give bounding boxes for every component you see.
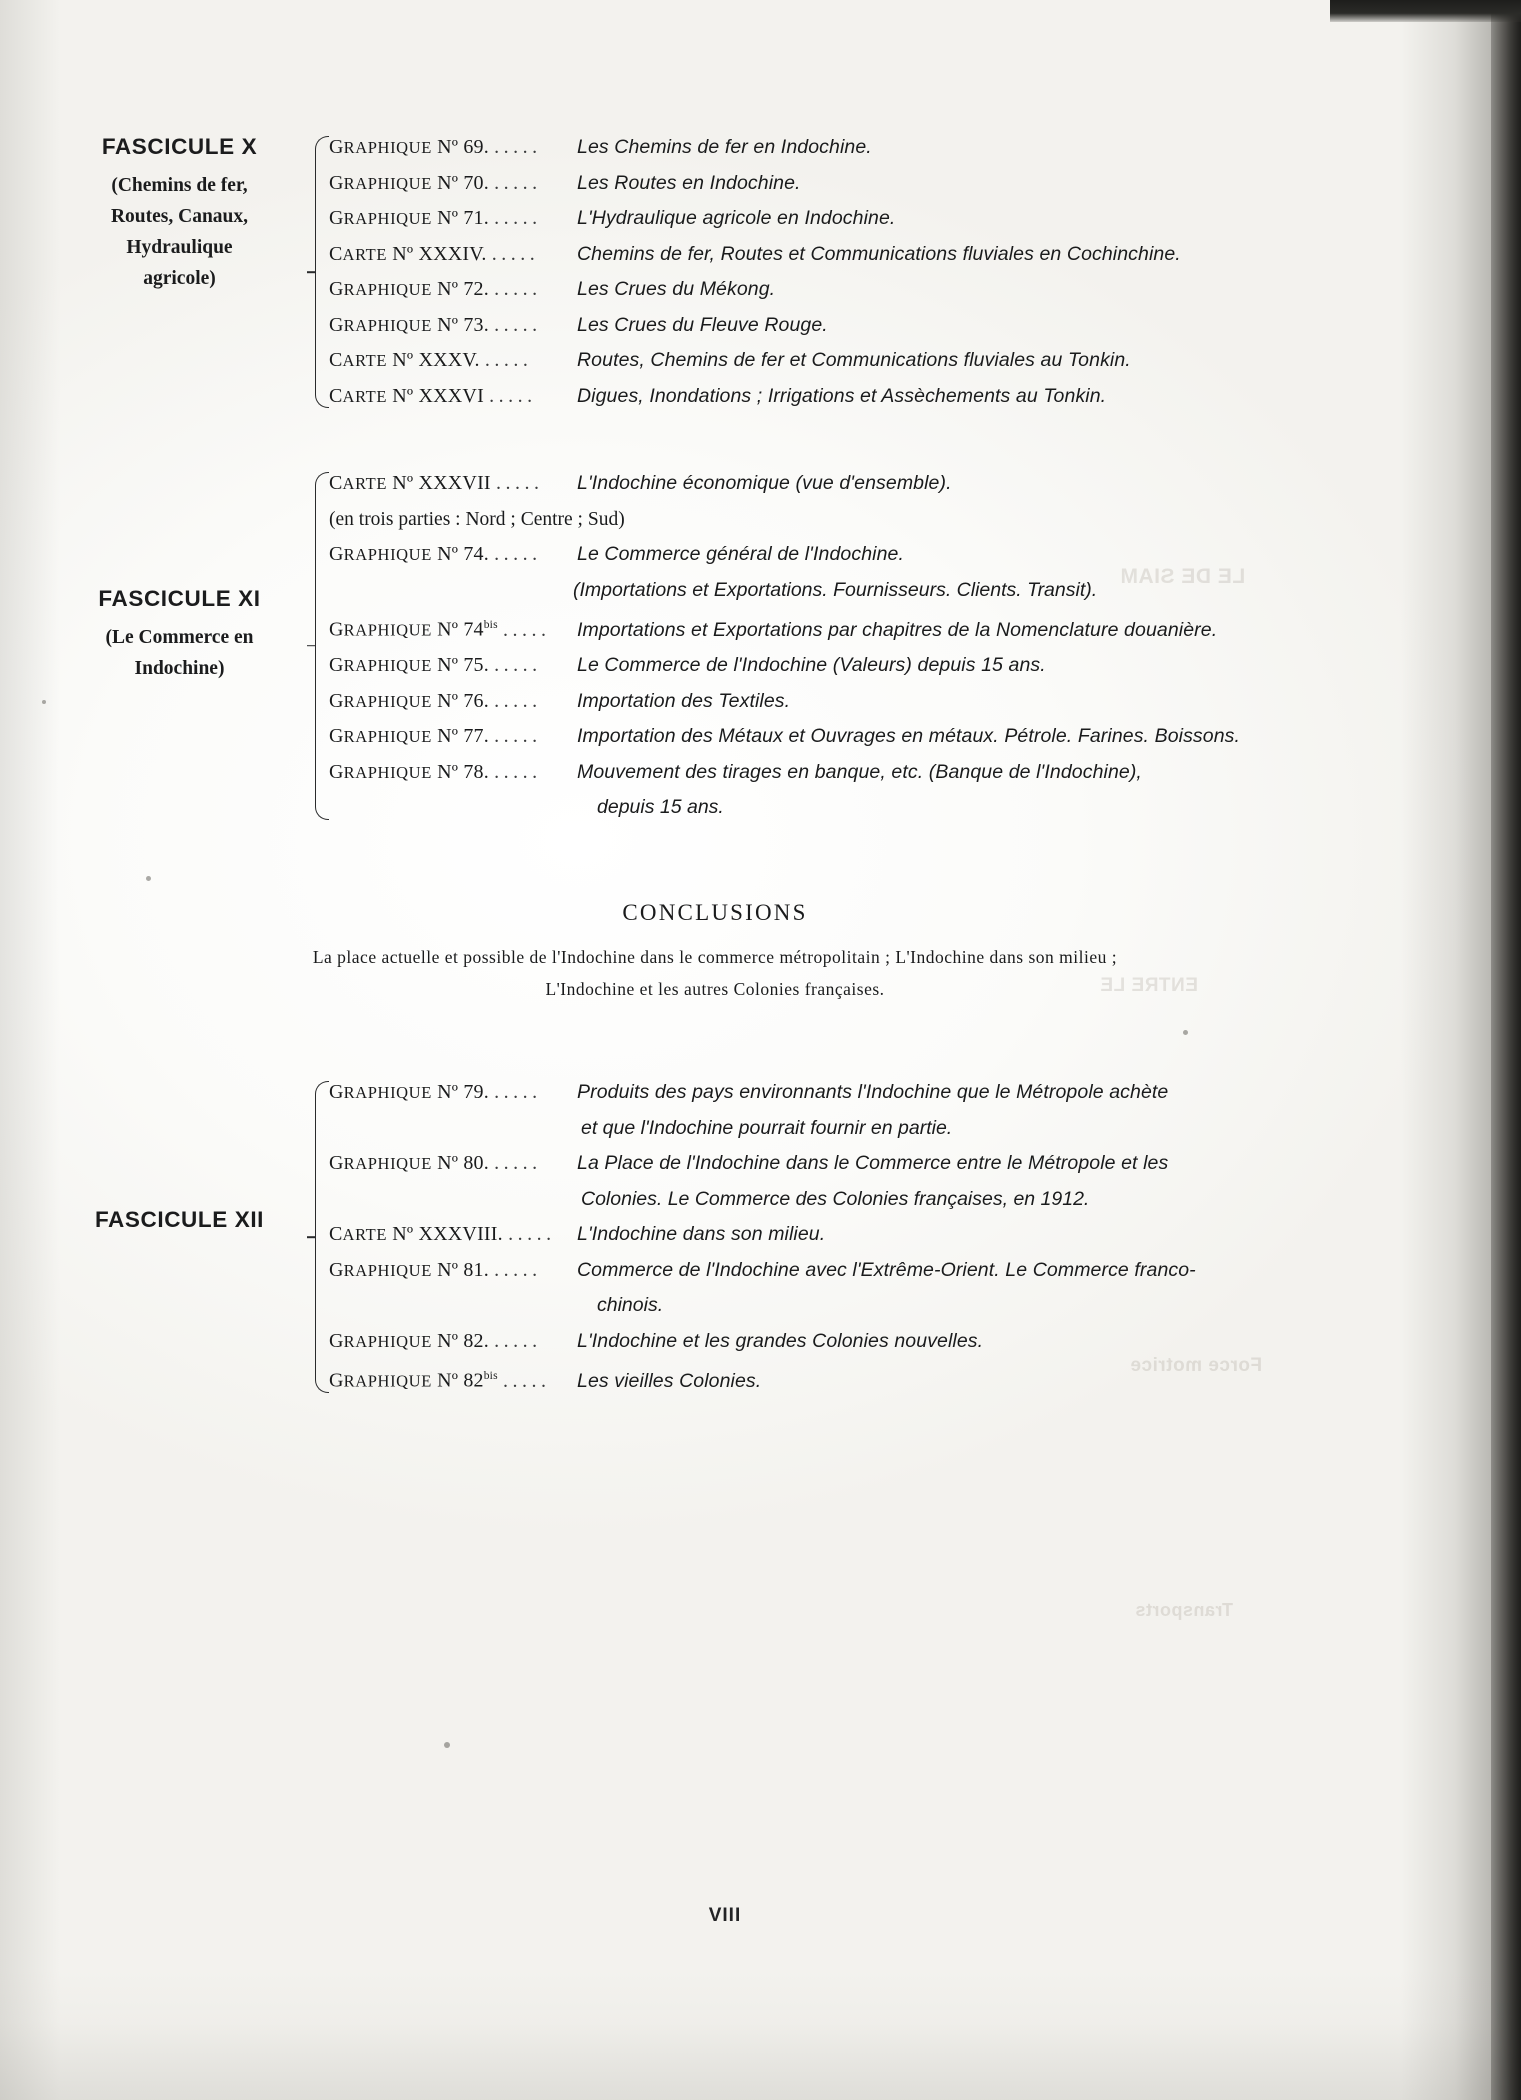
entry-reference: GRAPHIQUE Nº 77. ..... [329, 725, 542, 748]
entry-description: Mouvement des tirages en banque, etc. (Banque de l'Indochine), [577, 760, 1142, 783]
toc-entry[interactable] [329, 237, 1382, 273]
toc-entry[interactable] [329, 537, 1452, 573]
entry-continuation-line: et que l'Indochine pourrait fournir en partie. [581, 1116, 953, 1139]
toc-entry[interactable] [329, 1324, 1472, 1360]
fascicule-x-subtitle-line-4: agricole) [143, 268, 216, 289]
entry-description: Le Commerce général de l'Indochine. [577, 543, 904, 565]
toc-entry[interactable] [329, 343, 1382, 379]
entry-description: Le Commerce de l'Indochine (Valeurs) depuis 15 ans. [577, 654, 1046, 677]
entry-reference: GRAPHIQUE Nº 76. ..... [329, 689, 542, 712]
fascicule-xii-entries [329, 1075, 1472, 1399]
toc-entry[interactable] [329, 201, 1382, 237]
entry-reference: GRAPHIQUE Nº 69. ..... [329, 136, 542, 158]
fascicule-xi-subtitle-line-2: Indochine) [134, 658, 225, 679]
entry-reference: GRAPHIQUE Nº 70. ..... [329, 171, 542, 194]
entry-continuation-line: chinois. [597, 1294, 664, 1316]
conclusions-title: CONCLUSIONS [622, 900, 808, 925]
entry-description: Les Crues du Mékong. [577, 278, 776, 300]
toc-entry[interactable] [329, 755, 1452, 791]
entry-continuation-line: (Importations et Exportations. Fournisseurs. Clients. Transit). [573, 578, 1098, 601]
fascicule-x-subtitle-line-3: Hydraulique [126, 237, 233, 258]
entry-description: Chemins de fer, Routes et Communications fluviales en Cochinchine. [577, 242, 1181, 265]
toc-entry[interactable] [329, 719, 1452, 755]
toc-entry[interactable] [329, 166, 1382, 202]
toc-entry[interactable] [329, 648, 1452, 684]
toc-entry[interactable] [329, 1253, 1472, 1289]
toc-entry[interactable] [329, 684, 1452, 720]
fascicule-xi-subtitle [52, 622, 307, 684]
entry-reference: GRAPHIQUE Nº 74. ..... [329, 543, 542, 565]
toc-entry[interactable] [329, 272, 1382, 308]
fascicule-x-subtitle [52, 170, 307, 294]
fascicule-x-subtitle-line-1: (Chemins de fer, [111, 175, 248, 196]
entry-reference: CARTE Nº XXXVII ..... [329, 472, 544, 494]
entry-description: Les Chemins de fer en Indochine. [577, 136, 872, 158]
entry-continuation-line: depuis 15 ans. [597, 796, 724, 819]
entry-reference: GRAPHIQUE Nº 81. ..... [329, 1258, 542, 1281]
bleed-through-text: Transports [1135, 1600, 1234, 1620]
conclusions-block [0, 900, 1430, 1000]
entry-description: Importation des Textiles. [577, 689, 791, 712]
entry-description: Produits des pays environnants l'Indochine que le Métropole achète [577, 1081, 1169, 1103]
toc-entry[interactable] [329, 466, 1452, 502]
toc-entry[interactable] [329, 1075, 1472, 1111]
toc-entry[interactable] [329, 608, 1452, 648]
fascicule-group-xi [52, 466, 1452, 826]
entry-reference: GRAPHIQUE Nº $82^{bis}$ ..... [329, 1369, 551, 1392]
brace-xi [307, 466, 329, 826]
fascicule-x-title: FASCICULE X [101, 134, 258, 159]
entry-description: L'Indochine dans son milieu. [577, 1223, 826, 1245]
fascicule-x-label [52, 130, 307, 414]
entry-reference: GRAPHIQUE Nº 82. ..... [329, 1329, 542, 1352]
toc-entry[interactable] [329, 130, 1382, 166]
entry-reference: CARTE Nº XXXVIII. ..... [329, 1223, 556, 1245]
entry-reference: CARTE Nº XXXV. ..... [329, 349, 533, 371]
toc-entry[interactable] [329, 308, 1382, 344]
fascicule-xii-title: FASCICULE XII [94, 1207, 265, 1232]
entry-description: L'Indochine et les grandes Colonies nouvelles. [577, 1329, 984, 1352]
page-number: VIII [708, 1905, 742, 1926]
entry-description: Les Crues du Fleuve Rouge. [577, 313, 828, 336]
entry-reference: GRAPHIQUE Nº 79. ..... [329, 1081, 542, 1103]
entry-description: L'Hydraulique agricole en Indochine. [577, 207, 896, 229]
entry-description: La Place de l'Indochine dans le Commerce entre le Métropole et les [577, 1152, 1169, 1174]
fascicule-xi-entries [329, 466, 1452, 826]
toc-entry[interactable] [329, 1217, 1472, 1253]
toc-entry[interactable] [329, 1146, 1472, 1182]
bleed-through-text: LE DE SIAM [1120, 565, 1246, 588]
entry-description: Digues, Inondations ; Irrigations et Assèchements au Tonkin. [577, 384, 1107, 407]
brace-x [307, 130, 329, 414]
entry-reference: CARTE Nº XXXIV. ..... [329, 242, 540, 265]
fascicule-group-x [52, 130, 1382, 414]
fascicule-x-subtitle-line-2: Routes, Canaux, [110, 206, 249, 227]
brace-xii [307, 1075, 329, 1399]
entry-reference: GRAPHIQUE Nº 71. ..... [329, 207, 542, 229]
entry-reference: CARTE Nº XXXVI ..... [329, 384, 537, 407]
entry-reference: GRAPHIQUE Nº 72. ..... [329, 278, 542, 300]
fascicule-xi-subtitle-line-1: (Le Commerce en [105, 627, 254, 648]
bleed-through-text: Force motrice [1130, 1355, 1263, 1376]
entry-description: Les vieilles Colonies. [577, 1369, 762, 1392]
fascicule-xi-label [52, 466, 307, 826]
toc-entry[interactable] [329, 1359, 1472, 1399]
entry-reference: GRAPHIQUE Nº 75. ..... [329, 654, 542, 677]
fascicule-x-entries [329, 130, 1382, 414]
entry-description: Commerce de l'Indochine avec l'Extrême-Orient. Le Commerce franco- [577, 1258, 1196, 1281]
entry-description: Importations et Exportations par chapitres de la Nomenclature douanière. [577, 618, 1218, 641]
entry-description: L'Indochine économique (vue d'ensemble). [577, 472, 952, 494]
toc-entry[interactable] [329, 379, 1382, 415]
entry-reference: GRAPHIQUE Nº 78. ..... [329, 760, 542, 783]
entry-description: Les Routes en Indochine. [577, 171, 801, 194]
entry-reference: GRAPHIQUE Nº 73. ..... [329, 313, 542, 336]
fascicule-xi-title: FASCICULE XI [98, 586, 261, 611]
entry-reference: GRAPHIQUE Nº $74^{bis}$ ..... [329, 618, 551, 641]
entry-note-line: (en trois parties : Nord ; Centre ; Sud) [329, 508, 625, 530]
entry-reference: GRAPHIQUE Nº 80. ..... [329, 1152, 542, 1174]
conclusions-line-2: L'Indochine et les autres Colonies françaises. [545, 979, 885, 999]
entry-description: Importation des Métaux et Ouvrages en métaux. Pétrole. Farines. Boissons. [577, 725, 1241, 748]
conclusions-line-1: La place actuelle et possible de l'Indochine dans le commerce métropolitain ; L'Indochine dans son milieu ; [312, 947, 1118, 967]
bleed-through-text: ENTRE LE [1100, 975, 1198, 996]
entry-description: Routes, Chemins de fer et Communications fluviales au Tonkin. [577, 349, 1131, 371]
entry-continuation-line: Colonies. Le Commerce des Colonies françaises, en 1912. [581, 1187, 1090, 1210]
fascicule-group-xii [52, 1075, 1472, 1399]
fascicule-xii-label [52, 1075, 307, 1399]
